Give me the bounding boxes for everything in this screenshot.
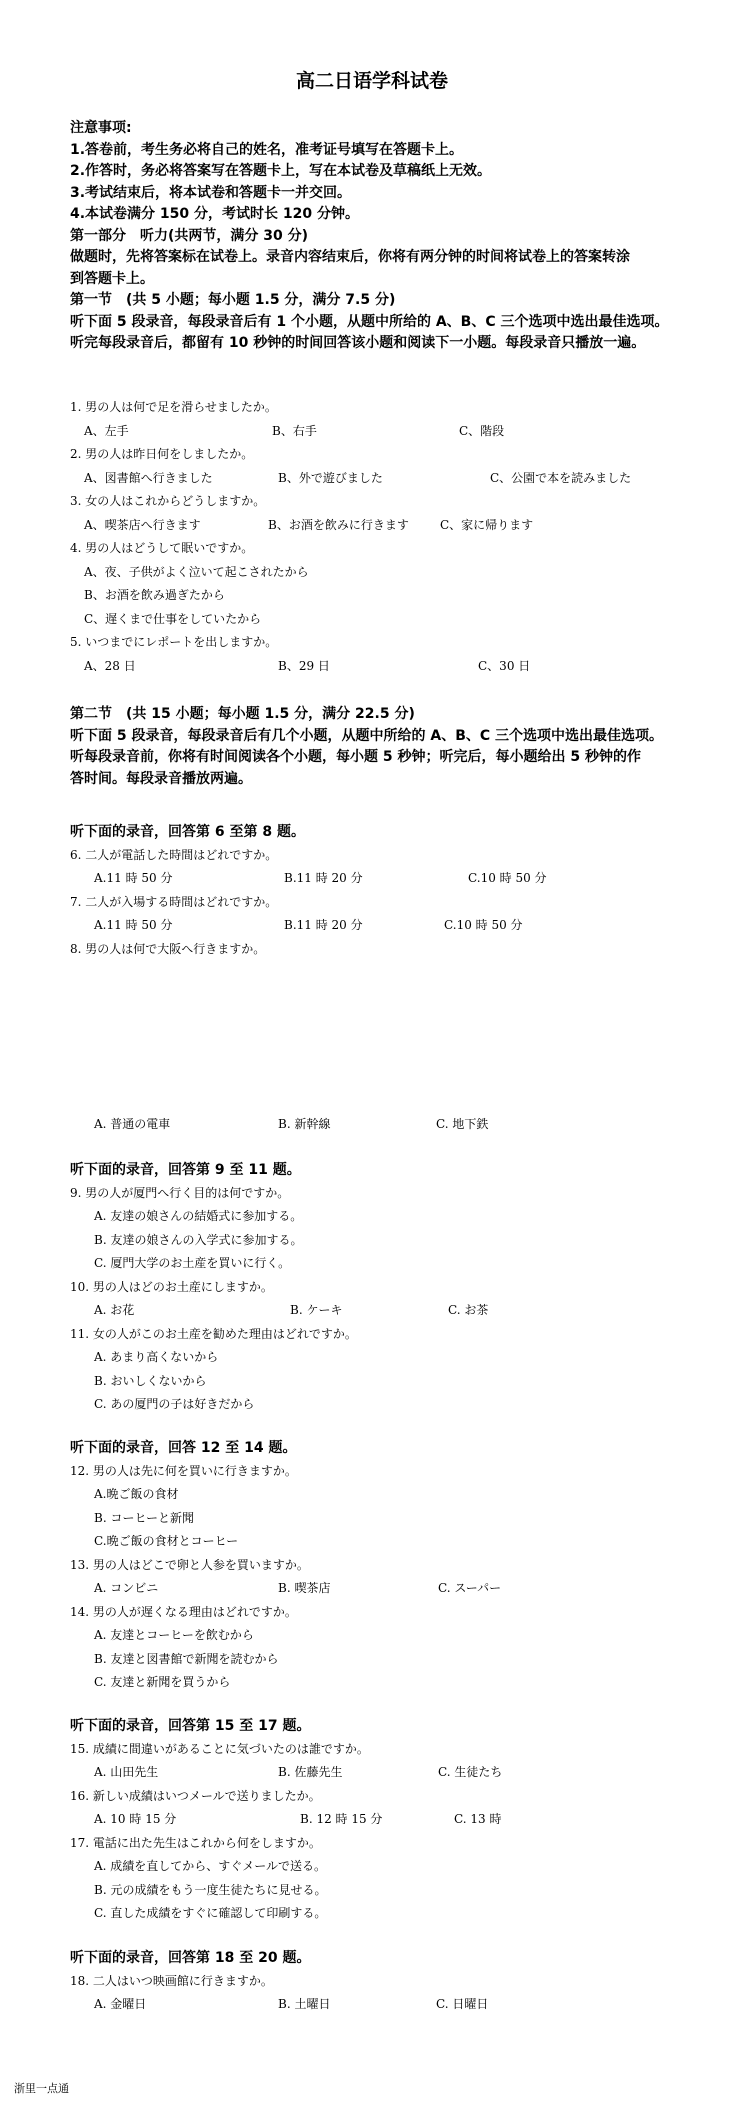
question-18: 18. 二人はいつ映画館に行きますか。 (70, 1973, 273, 1988)
question-10: 10. 男の人はどのお土産にしますか。 (70, 1279, 273, 1294)
option-a: A. 友達の娘さんの結婚式に参加する。 (94, 1209, 303, 1223)
option-b: B. 元の成績をもう一度生徒たちに見せる。 (94, 1882, 327, 1897)
option-a: A.晩ご飯の食材 (94, 1487, 179, 1501)
group-1-q8-options (70, 1113, 710, 1137)
section1-instruction: 听下面 5 段录音，每段录音后有 1 个小题，从题中所给的 A、B、C 三个选项中选出最佳选项。 (70, 313, 669, 330)
option-b: B. 新幹線 (278, 1117, 331, 1131)
question-16: 16. 新しい成績はいつメールで送りましたか。 (70, 1788, 321, 1803)
option-a: A. 普通の電車 (94, 1117, 171, 1131)
option-c: C.晩ご飯の食材とコーヒー (94, 1534, 239, 1548)
option-c: C. あの厦門の子は好きだから (94, 1397, 255, 1411)
option-b: B. 友達の娘さんの入学式に参加する。 (94, 1232, 303, 1247)
option-b: B、右手 (272, 423, 317, 438)
question-17: 17. 電話に出た先生はこれから何をしますか。 (70, 1835, 321, 1850)
option-c: C.10 時 50 分 (468, 871, 547, 885)
option-a: A. 山田先生 (94, 1765, 159, 1779)
footer-source: 浙里一点通 (14, 2082, 69, 2095)
question-14: 14. 男の人が遅くなる理由はどれですか。 (70, 1604, 297, 1619)
option-c: C、公園で本を読みました (490, 470, 632, 485)
option-a: A. コンビニ (94, 1581, 159, 1595)
question-5: 5. いつまでにレポートを出しますか。 (70, 635, 278, 649)
option-a: A. 友達とコーヒーを飲むから (94, 1628, 254, 1642)
option-b: B. 佐藤先生 (278, 1765, 343, 1779)
options-row (70, 914, 710, 938)
group-heading: 听下面的录音，回答第 18 至 20 题。 (70, 1950, 311, 1966)
option-b: B.11 時 20 分 (284, 918, 363, 932)
option-c: C. 地下鉄 (436, 1117, 489, 1131)
option-c: C. 13 時 (454, 1812, 502, 1826)
group-heading: 听下面的录音，回答第 6 至第 8 题。 (70, 824, 305, 840)
page-title: 高二日语学科试卷 (295, 70, 448, 92)
option-c: C、家に帰ります (440, 517, 534, 532)
option-c: C、階段 (459, 423, 505, 438)
option-b: B. コーヒーと新聞 (94, 1510, 194, 1525)
option-c: C、30 日 (478, 658, 531, 673)
section1-heading: 第一节 (共 5 小题；每小题 1.5 分，满分 7.5 分) (70, 292, 396, 308)
part1-instruction: 到答题卡上。 (70, 270, 154, 287)
option-b: B.11 時 20 分 (284, 871, 363, 885)
options-row (70, 420, 710, 444)
note-item: 2.作答时，务必将答案写在答题卡上，写在本试卷及草稿纸上无效。 (70, 163, 492, 179)
section2-instruction: 答时间。每段录音播放两遍。 (70, 770, 252, 787)
option-c: C. スーパー (438, 1581, 502, 1595)
option-c: C. お茶 (448, 1303, 489, 1317)
note-item: 4.本试卷满分 150 分，考试时长 120 分钟。 (70, 206, 360, 222)
option-a: A、左手 (84, 423, 129, 438)
options-row (70, 467, 710, 491)
group-4 (70, 1716, 710, 1926)
option-c: C.10 時 50 分 (444, 918, 523, 932)
group-2 (70, 1160, 710, 1417)
option-b: B. 土曜日 (278, 1997, 331, 2011)
option-a: A. あまり高くないから (94, 1350, 219, 1364)
group-5 (70, 1948, 710, 2017)
question-2: 2. 男の人は昨日何をしましたか。 (70, 447, 254, 461)
option-b: B. 喫茶店 (278, 1581, 331, 1595)
option-a: A. 成績を直してから、すぐメールで送る。 (94, 1859, 327, 1873)
options-row (70, 1993, 710, 2017)
section2-instruction: 听下面 5 段录音，每段录音后有几个小题，从题中所给的 A、B、C 三个选项中选出最佳选项。 (70, 727, 664, 744)
part1-instruction: 做题时，先将答案标在试卷上。录音内容结束后，你将有两分钟的时间将试卷上的答案转涂 (70, 249, 630, 265)
option-a: A.11 時 50 分 (94, 871, 173, 885)
group-heading: 听下面的录音，回答第 9 至 11 题。 (70, 1162, 301, 1178)
part1-heading: 第一部分 听力(共两节，满分 30 分) (70, 227, 309, 244)
question-13: 13. 男の人はどこで卵と人参を買いますか。 (70, 1557, 309, 1572)
option-b: B、お酒を飲み過ぎたから (84, 588, 225, 602)
option-a: A、図書館へ行きました (84, 470, 213, 485)
options-row (70, 1808, 710, 1832)
question-3: 3. 女の人はこれからどうしますか。 (70, 494, 266, 508)
option-a: A. 金曜日 (94, 1997, 147, 2011)
question-11: 11. 女の人がこのお土産を勧めた理由はどれですか。 (70, 1326, 357, 1341)
option-b: B. 12 時 15 分 (300, 1812, 383, 1826)
options-row (70, 1113, 710, 1137)
option-a: A、夜、子供がよく泣いて起こされたから (84, 564, 309, 579)
option-b: B、お酒を飲みに行きます (268, 517, 409, 532)
option-c: C. 友達と新聞を買うから (94, 1675, 231, 1689)
option-a: A、喫茶店へ行きます (84, 517, 201, 532)
option-a: A. お花 (94, 1303, 135, 1317)
group-3 (70, 1438, 710, 1695)
group-1 (70, 822, 710, 961)
section1-instruction: 听完每段录音后，都留有 10 秒钟的时间回答该小题和阅读下一小题。每段录音只播放一遍。 (70, 335, 646, 351)
question-7: 7. 二人が入場する時間はどれですか。 (70, 894, 278, 909)
option-c: C、遅くまで仕事をしていたから (84, 611, 262, 626)
option-b: B. ケーキ (290, 1303, 343, 1317)
option-a: A. 10 時 15 分 (94, 1812, 177, 1826)
question-4: 4. 男の人はどうして眠いですか。 (70, 541, 254, 555)
question-8: 8. 男の人は何で大阪へ行きますか。 (70, 941, 266, 956)
note-item: 3.考试结束后，将本试卷和答题卡一并交回。 (70, 184, 352, 201)
question-6: 6. 二人が電話した時間はどれですか。 (70, 847, 278, 862)
options-row (70, 1299, 710, 1323)
notes-block (70, 118, 710, 355)
section2-instruction: 听每段录音前，你将有时间阅读各个小题，每小题 5 秒钟；听完后，每小题给出 5 秒钟的作 (70, 749, 641, 765)
section2-block (70, 704, 710, 790)
notes-heading: 注意事项: (70, 120, 132, 136)
section1-questions (70, 396, 710, 678)
option-c: C. 生徒たち (438, 1765, 503, 1779)
group-heading: 听下面的录音，回答 12 至 14 题。 (70, 1440, 297, 1456)
options-row (70, 867, 710, 891)
option-b: B. 友達と図書館で新聞を読むから (94, 1651, 279, 1666)
options-row (70, 1761, 710, 1785)
note-item: 1.答卷前，考生务必将自己的姓名，准考证号填写在答题卡上。 (70, 141, 464, 158)
option-a: A、28 日 (84, 658, 136, 673)
option-a: A.11 時 50 分 (94, 918, 173, 932)
option-c: C. 厦門大学のお土産を買いに行く。 (94, 1256, 291, 1270)
question-1: 1. 男の人は何で足を滑らせましたか。 (70, 400, 277, 414)
option-b: B、29 日 (278, 658, 330, 673)
question-9: 9. 男の人が厦門へ行く目的は何ですか。 (70, 1185, 290, 1200)
question-12: 12. 男の人は先に何を買いに行きますか。 (70, 1463, 297, 1478)
section2-heading: 第二节 (共 15 小题；每小题 1.5 分，满分 22.5 分) (70, 706, 415, 722)
options-row (70, 1577, 710, 1601)
option-c: C. 直した成績をすぐに確認して印刷する。 (94, 1906, 327, 1920)
option-b: B、外で遊びました (278, 470, 383, 485)
option-b: B. おいしくないから (94, 1373, 207, 1388)
group-heading: 听下面的录音，回答第 15 至 17 题。 (70, 1718, 311, 1734)
option-c: C. 日曜日 (436, 1997, 489, 2011)
options-row (70, 514, 710, 538)
question-15: 15. 成績に間違いがあることに気づいたのは誰ですか。 (70, 1741, 369, 1756)
options-row (70, 655, 710, 679)
